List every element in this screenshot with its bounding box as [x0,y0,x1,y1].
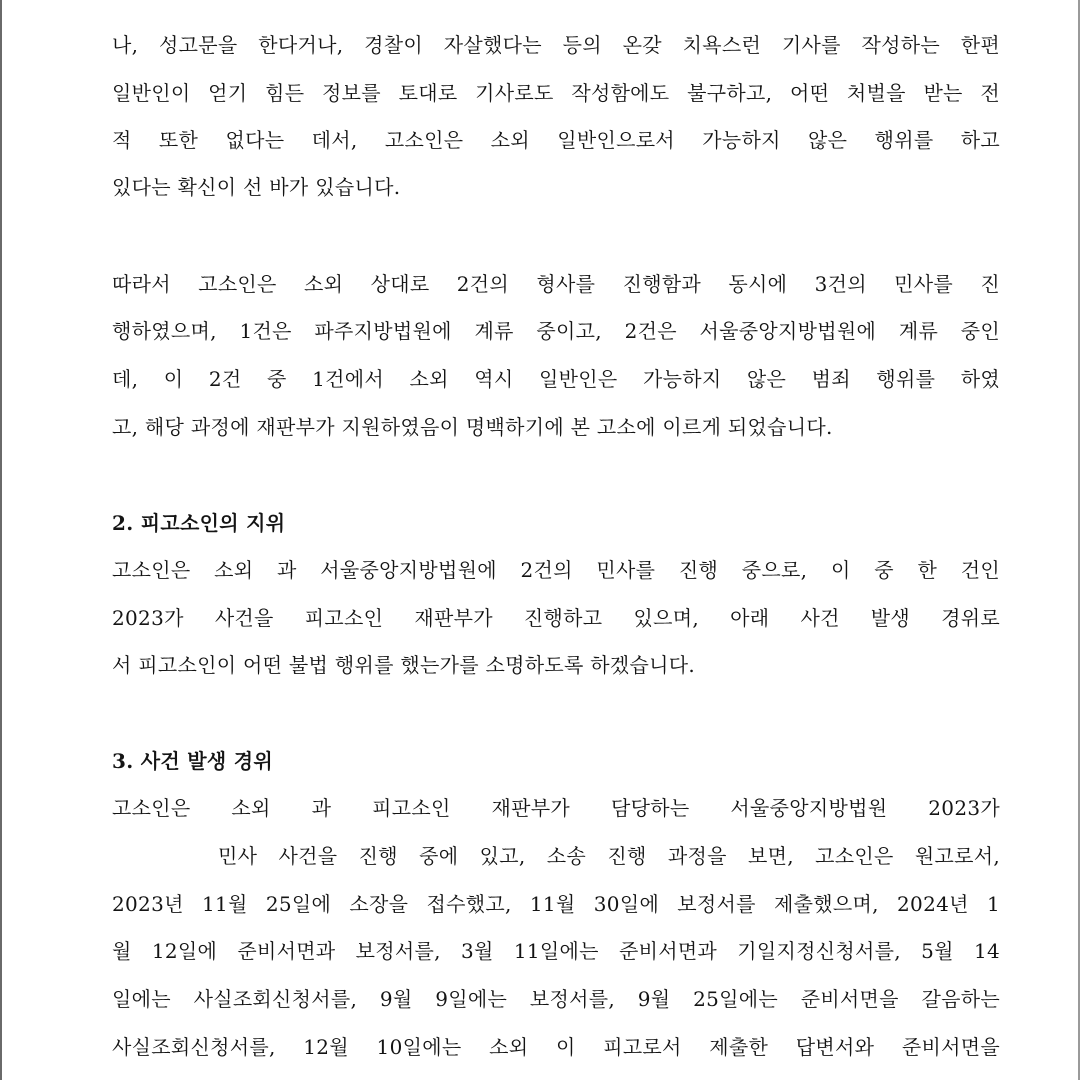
paragraph-line: 있다는 확신이 선 바가 있습니다. [112,175,401,199]
section-heading: 3. 사건 발생 경위 [112,749,273,773]
paragraph-line: 적 또한 없다는 데서, 고소인은 소외 일반인으로서 가능하지 않은 행위를 하고 [112,128,1000,152]
paragraph-line: 고소인은 소외 과 서울중앙지방법원에 2건의 민사를 진행 중으로, 이 중 한 건인 [112,558,1000,582]
paragraph-line: 2023가 사건을 피고소인 재판부가 진행하고 있으며, 아래 사건 발생 경위로 [112,606,1000,630]
paragraph-line: 일반인이 얻기 힘든 정보를 토대로 기사로도 작성함에도 불구하고, 어떤 처벌을 받는 전 [112,81,1000,105]
paragraph-line: 월 12일에 준비서면과 보정서를, 3월 11일에는 준비서면과 기일지정신청서를, 5월 14 [112,939,1000,963]
paragraph-line: 서 피고소인이 어떤 불법 행위를 했는가를 소명하도록 하겠습니다. [112,653,695,677]
section-heading: 2. 피고소인의 지위 [112,511,286,535]
paragraph-line: 사실조회신청서를, 12월 10일에는 소외 이 피고로서 제출한 답변서와 준비서면을 [112,1035,1000,1059]
paragraph-line: 고소인은 소외 과 피고소인 재판부가 담당하는 서울중앙지방법원 2023가 [112,796,1000,820]
paragraph-line: 2023년 11월 25일에 소장을 접수했고, 11월 30일에 보정서를 제출했으며, 2024년 1 [112,892,1000,916]
paragraph-line: 민사 사건을 진행 중에 있고, 소송 진행 과정을 보면, 고소인은 원고로서, [218,844,1000,868]
paragraph-line: 행하였으며, 1건은 파주지방법원에 계류 중이고, 2건은 서울중앙지방법원에 계류 중인 [112,319,1000,343]
paragraph-line: 데, 이 2건 중 1건에서 소외 역시 일반인은 가능하지 않은 범죄 행위를 하였 [112,367,1000,391]
paragraph-line: 일에는 사실조회신청서를, 9월 9일에는 보정서를, 9월 25일에는 준비서면을 갈음하는 [112,987,1000,1011]
paragraph-line: 나, 성고문을 한다거나, 경찰이 자살했다는 등의 온갖 치욕스런 기사를 작성하는 한편 [112,33,1000,57]
paragraph-line: 따라서 고소인은 소외 상대로 2건의 형사를 진행함과 동시에 3건의 민사를 진 [112,272,1000,296]
paragraph-line: 고, 해당 과정에 재판부가 지원하였음이 명백하기에 본 고소에 이르게 되었습니다. [112,415,833,439]
